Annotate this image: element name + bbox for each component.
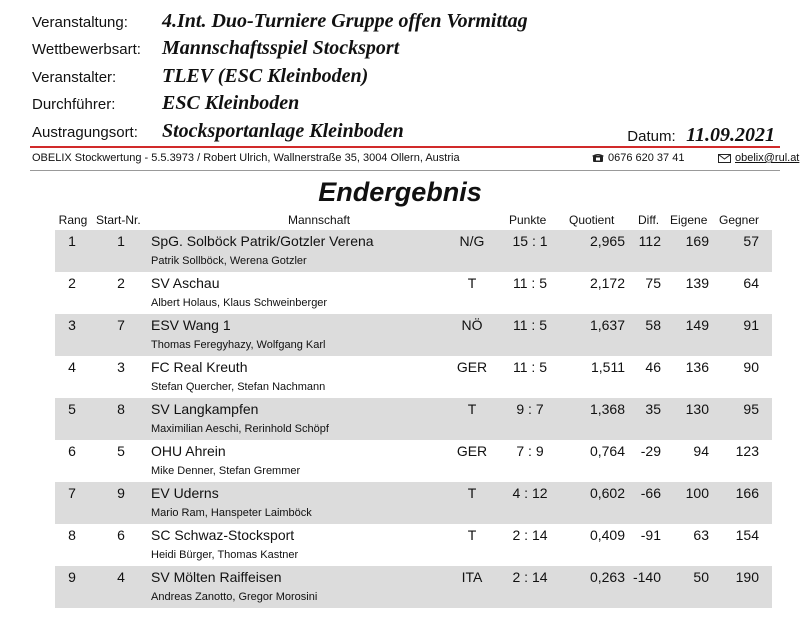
nation-cell: GER (456, 443, 488, 459)
info-value: Stocksportanlage Kleinboden (162, 120, 404, 142)
table-row (55, 524, 772, 566)
nation-cell: GER (456, 359, 488, 375)
info-label: Wettbewerbsart: (32, 41, 141, 58)
info-row-durchfuehrer (32, 92, 777, 116)
gegner-cell: 95 (743, 401, 759, 417)
punkte-cell: 9 : 7 (516, 401, 544, 417)
eigene-cell: 94 (693, 443, 709, 459)
diff-cell: 58 (645, 317, 661, 333)
info-row-wettbewerbsart (32, 37, 777, 61)
nation-cell: N/G (459, 233, 485, 249)
info-label: Veranstalter: (32, 69, 117, 86)
punkte-cell: 7 : 9 (516, 443, 544, 459)
contact-phone (592, 152, 684, 164)
start-cell: 5 (117, 443, 125, 459)
team-players: Albert Holaus, Klaus Schweinberger (151, 297, 328, 309)
gegner-cell: 64 (743, 275, 759, 291)
punkte-cell: 11 : 5 (513, 359, 547, 375)
diff-cell: -91 (640, 527, 661, 543)
datum (627, 124, 775, 147)
contact-line (32, 152, 800, 168)
quotient-cell: 0,409 (589, 527, 625, 543)
punkte-cell: 2 : 14 (512, 569, 548, 585)
nation-cell: T (467, 275, 477, 291)
envelope-icon (718, 154, 731, 163)
info-value: TLEV (ESC Kleinboden) (162, 65, 369, 87)
gegner-cell: 190 (735, 569, 759, 585)
quotient-cell: 0,764 (589, 443, 625, 459)
phone-number: 0676 620 37 41 (608, 152, 685, 164)
datum-value: 11.09.2021 (686, 124, 775, 146)
quotient-cell: 1,511 (591, 359, 625, 375)
punkte-cell: 11 : 5 (513, 275, 547, 291)
info-row-austragungsort (32, 120, 777, 144)
table-row (55, 566, 772, 608)
datum-label: Datum: (627, 128, 676, 145)
team-name: ESV Wang 1 (151, 317, 231, 333)
gegner-cell: 57 (743, 233, 759, 249)
info-row-veranstalter (32, 65, 777, 89)
quotient-cell: 0,263 (589, 569, 625, 585)
rang-cell: 1 (68, 233, 76, 249)
team-name: SV Langkampfen (151, 401, 259, 417)
table-row (55, 398, 772, 440)
team-players: Heidi Bürger, Thomas Kastner (151, 549, 299, 561)
quotient-cell: 1,368 (589, 401, 625, 417)
header-divider-red (30, 146, 780, 148)
rang-cell: 6 (68, 443, 76, 459)
quotient-cell: 0,602 (589, 485, 625, 501)
table-row (55, 356, 772, 398)
team-name: OHU Ahrein (151, 443, 226, 459)
nation-cell: T (467, 485, 477, 501)
info-label: Durchführer: (32, 96, 116, 113)
quotient-cell: 1,637 (589, 317, 625, 333)
team-name: SV Aschau (151, 275, 220, 291)
quotient-cell: 2,172 (589, 275, 625, 291)
quotient-cell: 2,965 (589, 233, 625, 249)
team-players: Stefan Quercher, Stefan Nachmann (151, 381, 326, 393)
table-row (55, 482, 772, 524)
col-header-team: Mannschaft (288, 213, 351, 227)
email-link[interactable]: obelix@rul.at (735, 152, 800, 164)
gegner-cell: 91 (743, 317, 759, 333)
team-players: Maximilian Aeschi, Rerinhold Schöpf (151, 423, 329, 435)
team-name: FC Real Kreuth (151, 359, 248, 375)
team-players: Andreas Zanotto, Gregor Morosini (151, 591, 318, 603)
eigene-cell: 149 (685, 317, 709, 333)
punkte-cell: 4 : 12 (512, 485, 548, 501)
start-cell: 8 (117, 401, 125, 417)
nation-cell: ITA (461, 569, 483, 585)
info-value: Mannschaftsspiel Stocksport (162, 37, 400, 59)
eigene-cell: 63 (693, 527, 709, 543)
eigene-cell: 169 (685, 233, 709, 249)
col-header-punkte: Punkte (509, 213, 547, 227)
team-players: Mike Denner, Stefan Gremmer (151, 465, 301, 477)
eigene-cell: 136 (685, 359, 709, 375)
start-cell: 9 (117, 485, 125, 501)
rang-cell: 8 (68, 527, 76, 543)
start-cell: 7 (117, 317, 125, 333)
gegner-cell: 154 (735, 527, 759, 543)
col-header-quotient: Quotient (569, 213, 615, 227)
eigene-cell: 139 (685, 275, 709, 291)
contact-mail (718, 152, 799, 164)
table-row (55, 314, 772, 356)
team-players: Patrik Sollböck, Werena Gotzler (151, 255, 307, 267)
diff-cell: -66 (640, 485, 661, 501)
phone-icon (592, 153, 604, 163)
diff-cell: 112 (638, 233, 661, 249)
page-title: Endergebnis (318, 177, 482, 207)
col-header-diff: Diff. (638, 213, 660, 227)
team-name: EV Uderns (151, 485, 219, 501)
col-header-start: Start-Nr. (96, 213, 141, 227)
nation-cell: NÖ (461, 317, 483, 333)
col-header-eigene: Eigene (670, 213, 708, 227)
info-value: 4.Int. Duo-Turniere Gruppe offen Vormittag (162, 10, 528, 32)
start-cell: 4 (117, 569, 125, 585)
gegner-cell: 123 (735, 443, 759, 459)
diff-cell: -29 (640, 443, 661, 459)
table-row (55, 230, 772, 272)
rang-cell: 7 (68, 485, 76, 501)
team-players: Thomas Feregyhazy, Wolfgang Karl (151, 339, 326, 351)
start-cell: 1 (117, 233, 125, 249)
eigene-cell: 100 (685, 485, 709, 501)
team-name: SC Schwaz-Stocksport (151, 527, 295, 543)
punkte-cell: 2 : 14 (512, 527, 548, 543)
table-row (55, 440, 772, 482)
rang-cell: 9 (68, 569, 76, 585)
diff-cell: 35 (645, 401, 661, 417)
info-value: ESC Kleinboden (162, 92, 300, 114)
col-header-gegner: Gegner (719, 213, 760, 227)
diff-cell: 75 (645, 275, 661, 291)
col-header-rang: Rang (58, 213, 88, 227)
start-cell: 6 (117, 527, 125, 543)
punkte-cell: 11 : 5 (513, 317, 547, 333)
nation-cell: T (467, 527, 477, 543)
rang-cell: 2 (68, 275, 76, 291)
rang-cell: 4 (68, 359, 76, 375)
info-row-veranstaltung (32, 10, 777, 34)
gegner-cell: 166 (735, 485, 759, 501)
info-label: Veranstaltung: (32, 14, 128, 31)
team-players: Mario Ram, Hanspeter Laimböck (151, 507, 312, 519)
start-cell: 3 (117, 359, 125, 375)
rang-cell: 5 (68, 401, 76, 417)
team-name: SV Mölten Raiffeisen (151, 569, 282, 585)
diff-cell: -140 (632, 569, 661, 585)
diff-cell: 46 (645, 359, 661, 375)
punkte-cell: 15 : 1 (512, 233, 548, 249)
nation-cell: T (467, 401, 477, 417)
table-row (55, 272, 772, 314)
contact-divider (30, 170, 780, 171)
rang-cell: 3 (68, 317, 76, 333)
eigene-cell: 130 (685, 401, 709, 417)
eigene-cell: 50 (693, 569, 709, 585)
info-label: Austragungsort: (32, 124, 138, 141)
contact-address: OBELIX Stockwertung - 5.5.3973 / Robert Ulrich, Wallnerstraße 35, 3004 Ollern, Austria (32, 152, 460, 164)
team-name: SpG. Solböck Patrik/Gotzler Verena (151, 233, 374, 249)
gegner-cell: 90 (743, 359, 759, 375)
start-cell: 2 (117, 275, 125, 291)
